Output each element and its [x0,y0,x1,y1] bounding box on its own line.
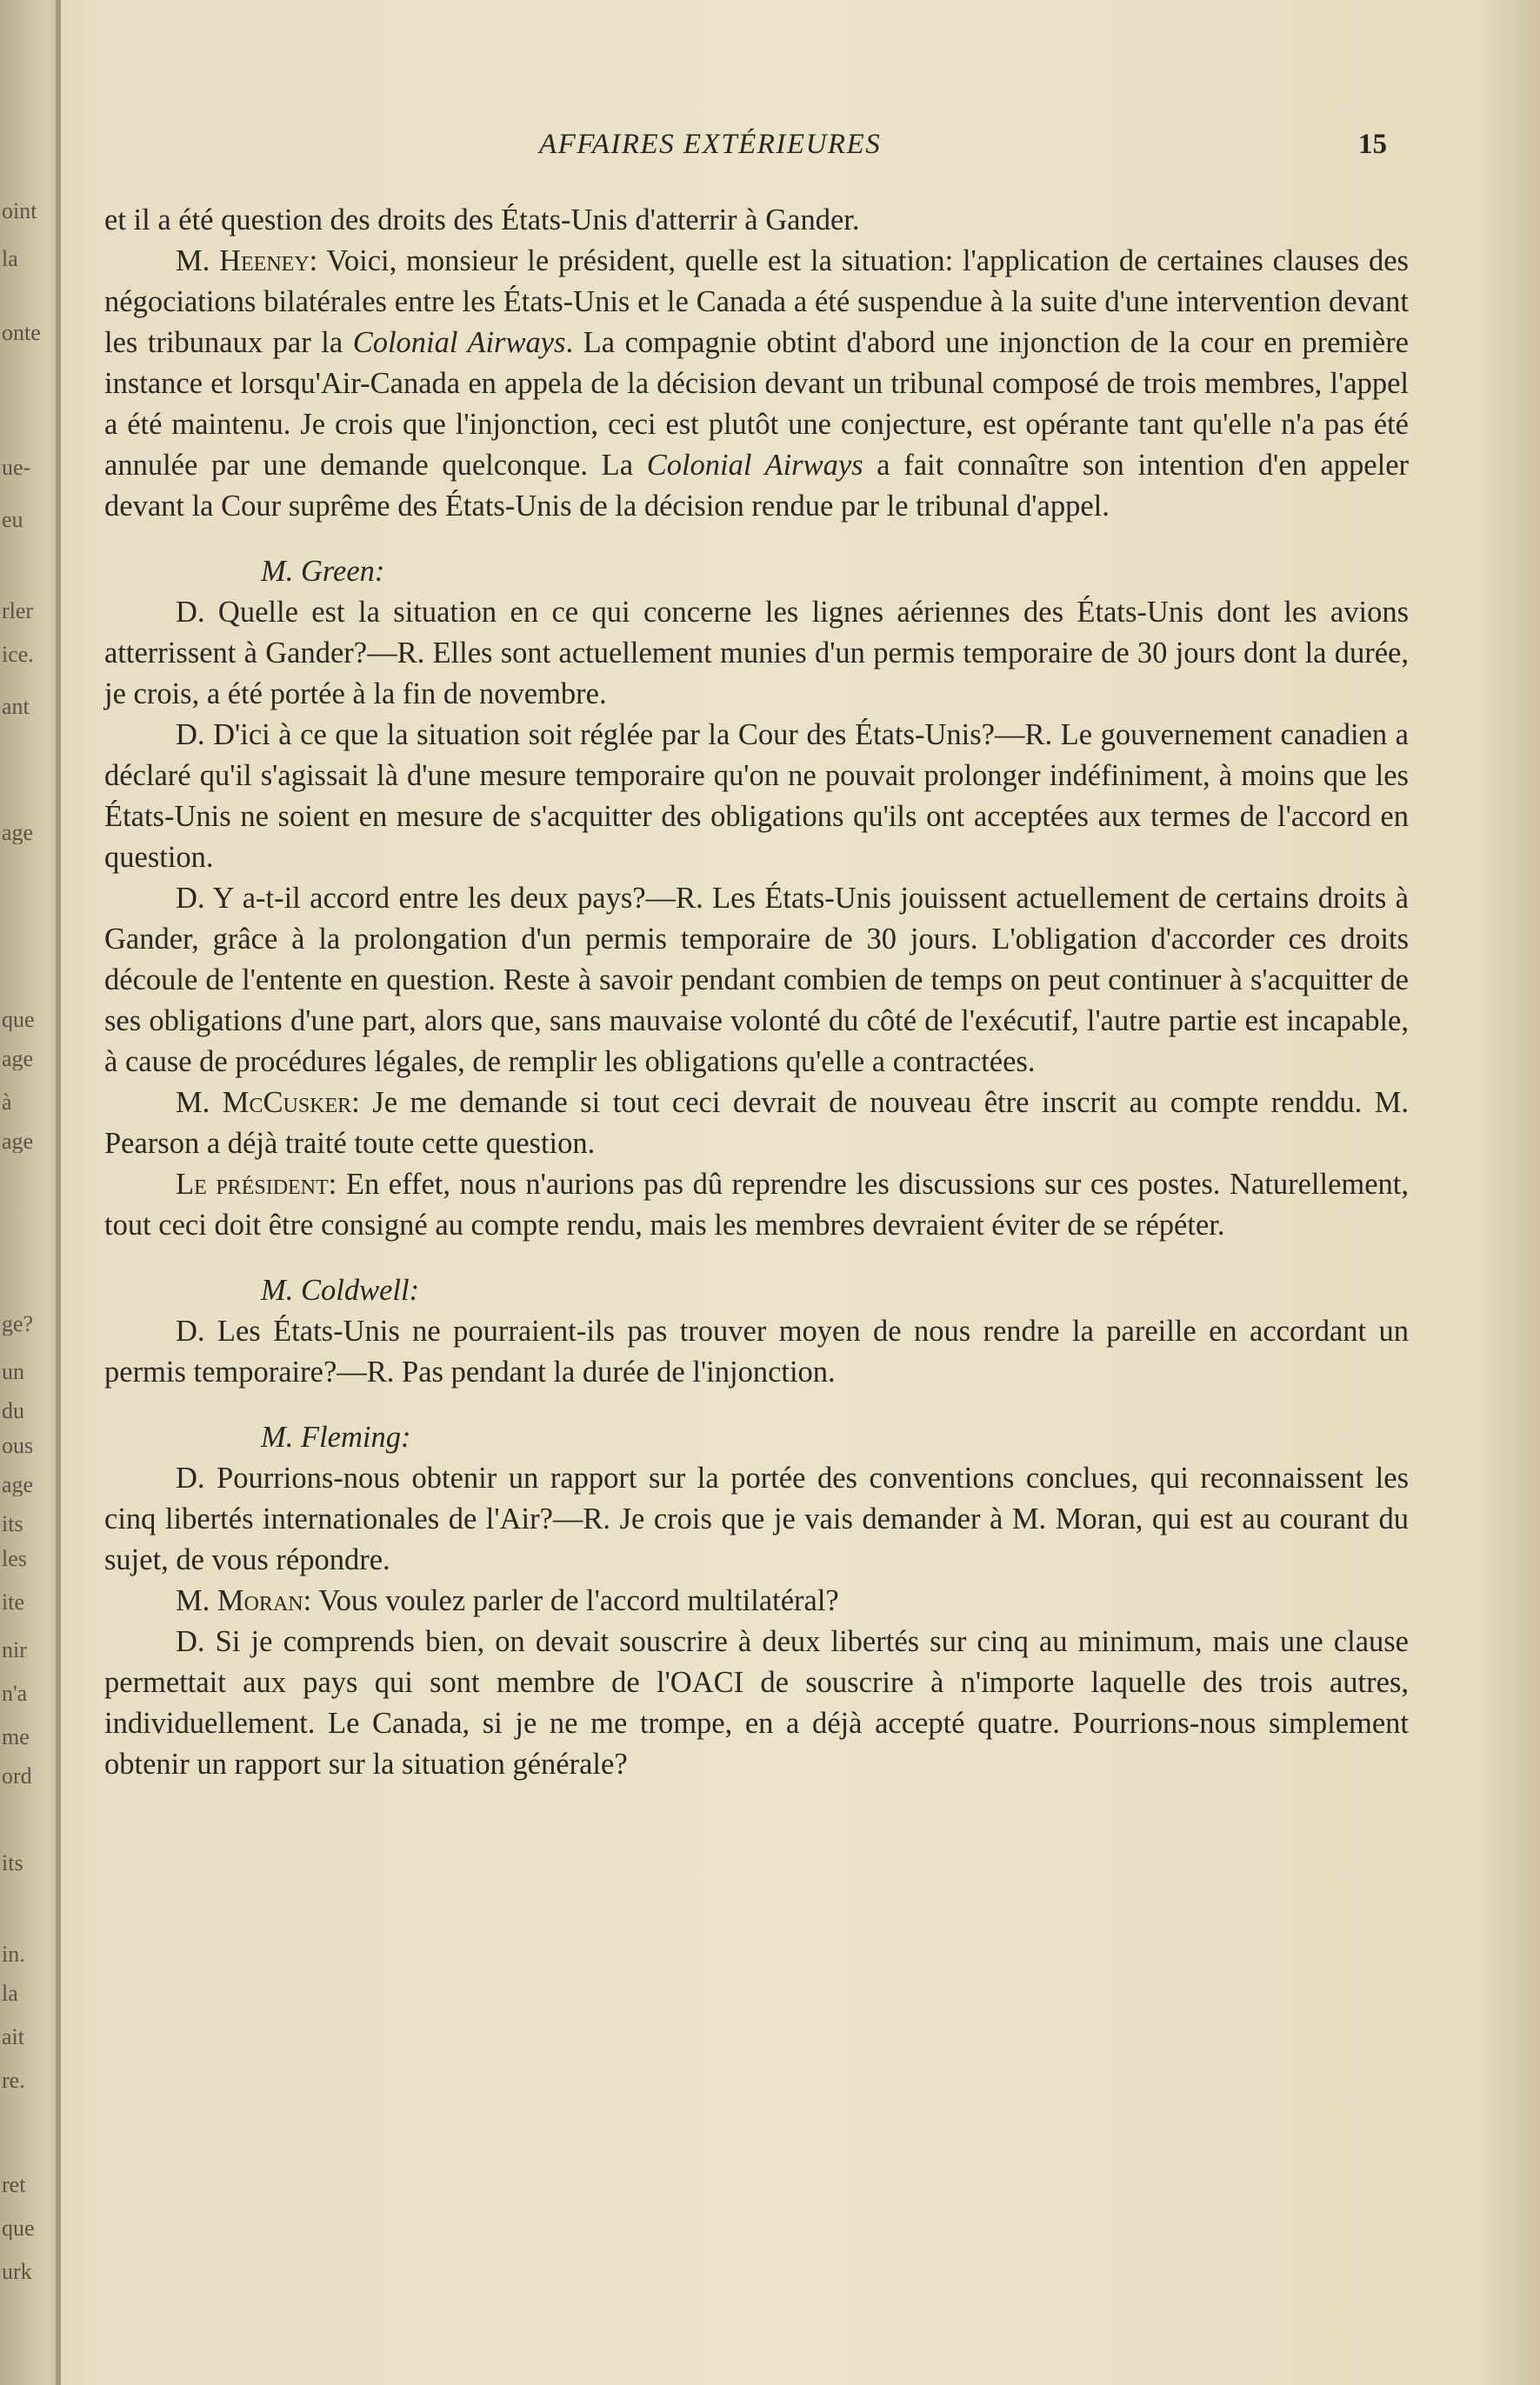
margin-fragment: its [2,1852,23,1875]
margin-fragment: re. [2,2069,25,2092]
margin-fragment: ous [2,1435,34,1457]
margin-fragment: ret [2,2174,26,2196]
questioner-heading-coldwell: M. Coldwell: [261,1274,420,1307]
questioner-heading-green: M. Green: [261,555,385,588]
margin-fragment: un [2,1361,24,1383]
margin-fragment: urk [2,2261,32,2283]
binding-spine [56,0,61,2385]
question-paragraph: D. D'ici à ce que la situation soit réglée par la Cour des États-Unis?—R. Le gouvernement canadien a déclaré qu'il s'agissait là d'une mesure temporaire qu'on ne pouvait prolonger indéfiniment, à moins que les États-Unis ne soient en mesure de s'acquitter des obligations qu'ils ont acceptées aux termes de l'accord en question. [104,718,1409,874]
question-paragraph: D. Pourrions-nous obtenir un rapport sur la portée des conventions conclues, qui reconnaissent les cinq libertés internationales de l'Air?—R. Je crois que je vais demander à M. Moran, qui est au courant du sujet, de vous répondre. [104,1462,1409,1576]
body-text [104,200,1409,1785]
speaker-name: Le président: [176,1168,337,1201]
question-paragraph: D. Si je comprends bien, on devait souscrire à deux libertés sur cinq au minimum, mais une clause permettait aux pays qui sont membre de l'OACI de souscrire à n'importe laquelle des trois autres, individuellement. Le Canada, si je ne me trompe, en a déjà accepté quatre. Pourrions-nous simplement obtenir un rapport sur la situation générale? [104,1625,1409,1781]
margin-fragment: oint [2,200,37,223]
margin-fragment: ant [2,696,30,718]
margin-fragment: age [2,1048,34,1070]
margin-fragment: in. [2,1943,25,1966]
margin-fragment: du [2,1400,24,1422]
speaker-name: M. McCusker: [176,1086,360,1119]
margin-fragment: à [2,1091,12,1114]
margin-fragment: que [2,1009,35,1031]
running-head [0,129,1540,167]
question-paragraph: D. Quelle est la situation en ce qui concerne les lignes aériennes des États-Unis dont les avions atterrissent à Gander?—R. Elles sont actuellement munies d'un permis temporaire de 30 jours dont la durée, je crois, a été portée à la fin de novembre. [104,596,1409,710]
margin-fragment: age [2,1474,34,1496]
margin-fragment: ue- [2,456,31,479]
margin-fragment: nir [2,1639,27,1662]
margin-fragment: eu [2,509,23,531]
margin-fragment: ait [2,2026,24,2049]
margin-fragment: age [2,822,34,844]
speaker-name: M. Moran: [176,1584,312,1617]
margin-fragment: la [2,1982,18,2005]
margin-fragment: ite [2,1591,24,1614]
paragraph-moran: M. Moran: Vous voulez parler de l'accord multilatéral? [176,1584,839,1617]
question-paragraph: D. Les États-Unis ne pourraient-ils pas trouver moyen de nous rendre la pareille en accordant un permis temporaire?—R. Pas pendant la durée de l'injonction. [104,1315,1409,1389]
paragraph-president: Le président: En effet, nous n'aurions pas dû reprendre les discussions sur ces postes. Naturellement, tout ceci doit être consigné au compte rendu, mais les membres devraient éviter de se répéter. [104,1168,1409,1242]
margin-fragment: ice. [2,643,34,666]
speaker-name: M. Heeney: [176,244,318,277]
paragraph-heeney: M. Heeney: Voici, monsieur le président, quelle est la situation: l'application de certaines clauses des négociations bilatérales entre les États-Unis et le Canada a été suspendue à la suite d'une intervention devant les tribunaux par la Colonial Airways. La compagnie obtint d'abord une injonction de la cour en première instance et lorsqu'Air-Canada en appela de la décision devant un tribunal composé de trois membres, l'appel a été maintenu. Je crois que l'injonction, ceci est plutôt une conjecture, est opérante tant qu'elle n'a pas été annulée par une demande quelconque. La Colonial Airways a fait connaître son intention d'en appeler devant la Cour suprême des États-Unis de la décision rendue par le tribunal d'appel. [104,244,1409,523]
margin-fragment: ge? [2,1313,34,1336]
margin-fragment: n'a [2,1682,28,1705]
margin-fragment: me [2,1726,30,1749]
margin-fragment: onte [2,322,41,344]
margin-fragment: les [2,1548,27,1570]
margin-fragment: ord [2,1765,32,1788]
paragraph-1: et il a été question des droits des États-Unis d'atterrir à Gander. [104,203,860,237]
margin-fragment: age [2,1130,34,1153]
questioner-heading-fleming: M. Fleming: [261,1421,411,1454]
question-paragraph: D. Y a-t-il accord entre les deux pays?—R. Les États-Unis jouissent actuellement de certains droits à Gander, grâce à la prolongation d'un permis temporaire de 30 jours. L'obligation d'accorder ces droits découle de l'entente en question. Reste à savoir pendant combien de temps on peut continuer à s'acquitter de ses obligations d'une part, alors que, sans mauvaise volonté du côté de l'exécutif, l'autre partie est incapable, à cause de procédures légales, de remplir les obligations qu'elle a contractées. [104,882,1409,1078]
margin-fragment: rler [2,600,34,623]
margin-fragment: la [2,248,18,270]
paragraph-mccusker: M. McCusker: Je me demande si tout ceci devrait de nouveau être inscrit au compte renddu. M. Pearson a déjà traité toute cette question. [104,1086,1410,1160]
running-title: AFFAIRES EXTÉRIEURES [539,129,882,160]
page-number: 15 [1358,129,1387,160]
margin-fragment: its [2,1513,23,1536]
margin-fragment: que [2,2217,35,2240]
